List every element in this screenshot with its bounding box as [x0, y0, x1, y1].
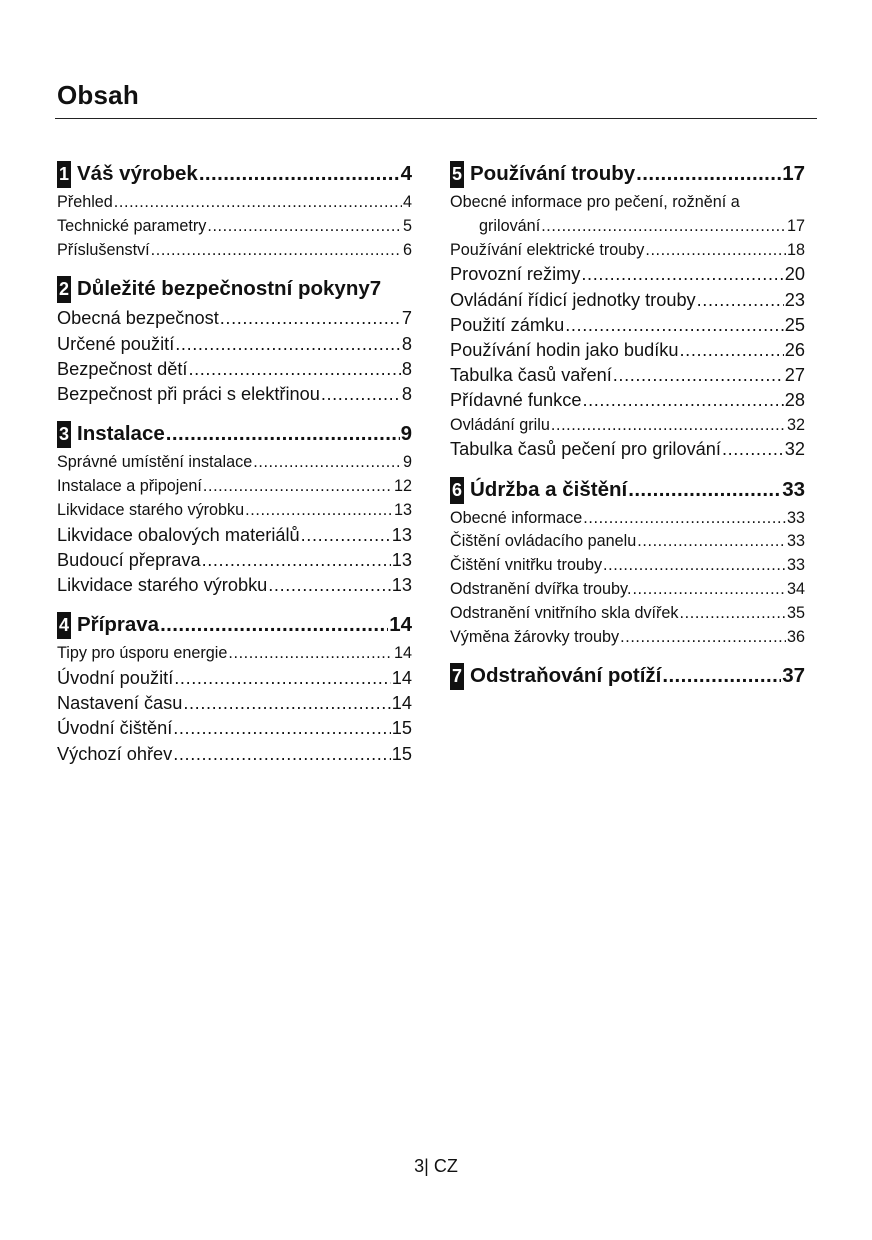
entry-label: Čištění vnitřku trouby — [450, 556, 603, 575]
dot-leader — [175, 332, 401, 357]
entry-page-number: 13 — [391, 524, 412, 545]
entry-label: Úvodní použití — [57, 668, 174, 688]
section-number-badge: 6 — [450, 477, 464, 504]
section-page-number: 4 — [400, 162, 412, 185]
entry-page-number: 18 — [786, 240, 805, 259]
section-page-number: 9 — [400, 422, 412, 446]
entry-page-number: 13 — [391, 575, 412, 595]
dot-leader — [637, 530, 786, 554]
toc-section-1 — [57, 160, 412, 262]
toc-entry[interactable] — [57, 573, 412, 598]
dot-leader — [565, 313, 784, 338]
entry-page-number: 8 — [401, 384, 412, 404]
entry-label: Určené použití — [57, 333, 175, 354]
toc-entry[interactable] — [450, 437, 805, 462]
toc-entry[interactable] — [57, 691, 412, 716]
entry-label: Likvidace starého výrobku — [57, 575, 268, 595]
title-divider — [55, 118, 817, 119]
dot-leader — [207, 215, 402, 239]
entry-label: Obecné informace — [450, 508, 583, 527]
toc-entry[interactable] — [450, 414, 805, 438]
dot-leader — [583, 507, 786, 531]
toc-section-7 — [450, 662, 805, 690]
entry-label: Přídavné funkce — [450, 390, 582, 411]
entry-label: Technické parametry — [57, 216, 207, 235]
section-title: Odstraňování potíží — [470, 664, 662, 688]
toc-entry[interactable] — [450, 530, 805, 554]
entry-page-number: 8 — [401, 333, 412, 354]
dot-leader — [551, 414, 786, 438]
toc-section-heading[interactable] — [450, 662, 805, 690]
entry-page-number: 33 — [786, 556, 805, 575]
toc-section-heading[interactable] — [450, 476, 805, 504]
toc-section-6 — [450, 476, 805, 650]
toc-entry[interactable] — [450, 626, 805, 650]
toc-entry[interactable] — [450, 363, 805, 388]
entry-label: Ovládání řídicí jednotky trouby — [450, 289, 696, 310]
dot-leader — [620, 626, 786, 650]
dot-leader — [114, 191, 402, 215]
entry-page-number: 17 — [786, 216, 805, 235]
toc-section-heading[interactable] — [57, 611, 412, 639]
entry-label: Tabulka časů pečení pro grilování — [450, 439, 721, 460]
entry-page-number: 28 — [784, 390, 805, 411]
entry-label: Bezpečnost dětí — [57, 358, 188, 379]
entry-page-number: 14 — [391, 693, 412, 714]
entry-label: Výměna žárovky trouby — [450, 627, 620, 646]
dot-leader — [603, 554, 786, 578]
entry-label: Použití zámku — [450, 314, 565, 335]
dot-leader — [228, 642, 393, 666]
entry-label: Čištění ovládacího panelu — [450, 532, 637, 551]
entry-label: Bezpečnost při práci s elektřinou — [57, 384, 320, 404]
entry-label: Výchozí ohřev — [57, 743, 173, 764]
toc-entry[interactable] — [450, 602, 805, 626]
entry-page-number: 15 — [391, 718, 412, 739]
entry-page-number: 13 — [393, 500, 412, 519]
entry-page-number: 13 — [391, 549, 412, 570]
entry-page-number: 33 — [786, 508, 805, 527]
entry-label: Odstranění vnitřního skla dvířek — [450, 603, 679, 622]
toc-entry[interactable] — [57, 666, 412, 691]
toc-entry[interactable] — [57, 499, 412, 523]
entry-label: Likvidace obalových materiálů — [57, 524, 300, 545]
dot-leader — [697, 288, 784, 313]
section-page-number: 17 — [782, 162, 805, 185]
section-page-number: 33 — [782, 477, 805, 501]
section-number-badge: 3 — [57, 421, 71, 448]
dot-leader — [203, 475, 393, 499]
entry-label: Obecná bezpečnost — [57, 308, 219, 329]
section-title: Instalace — [77, 422, 165, 446]
entry-page-number: 14 — [393, 644, 412, 663]
entry-label: Používání hodin jako budíku — [450, 340, 679, 360]
entry-label: Příslušenství — [57, 240, 150, 259]
toc-entry[interactable] — [450, 554, 805, 578]
entry-page-number: 5 — [402, 216, 412, 235]
entry-page-number: 9 — [402, 453, 412, 472]
dot-leader — [541, 215, 786, 239]
toc-section-heading[interactable] — [450, 160, 805, 188]
toc-entry[interactable] — [450, 191, 805, 215]
entry-page-number: 23 — [784, 289, 805, 310]
toc-left-column — [57, 160, 412, 780]
toc-entry[interactable] — [57, 523, 412, 548]
toc-entry[interactable] — [57, 239, 412, 263]
toc-section-heading[interactable] — [57, 420, 412, 448]
section-title: Údržba a čištění — [470, 477, 628, 501]
entry-label: Budoucí přeprava — [57, 549, 201, 570]
dot-leader — [632, 578, 786, 602]
toc-entry[interactable] — [57, 451, 412, 475]
entry-page-number: 25 — [784, 314, 805, 335]
toc-entry[interactable] — [57, 191, 412, 215]
dot-leader — [581, 262, 783, 287]
toc-section-heading[interactable] — [57, 160, 412, 188]
entry-page-number: 34 — [786, 580, 805, 598]
section-number-badge: 5 — [450, 161, 464, 188]
toc-entry[interactable] — [450, 215, 805, 239]
section-page-number: 7 — [369, 277, 382, 301]
entry-label: Tabulka časů vaření — [450, 365, 612, 386]
dot-leader — [173, 716, 391, 741]
dot-leader — [582, 388, 783, 413]
dot-leader — [268, 573, 390, 598]
dot-leader — [628, 476, 781, 504]
entry-page-number: 8 — [401, 358, 412, 379]
dot-leader — [160, 611, 388, 639]
entry-page-number: 32 — [784, 439, 805, 460]
section-number-badge: 4 — [57, 612, 71, 639]
entry-label: Úvodní čištění — [57, 718, 173, 739]
toc-section-2 — [57, 275, 412, 407]
toc-entry[interactable] — [57, 382, 412, 407]
entry-page-number: 32 — [786, 415, 805, 434]
dot-leader — [613, 363, 784, 388]
entry-page-number: 4 — [402, 193, 412, 211]
dot-leader — [166, 420, 400, 448]
dot-leader — [301, 523, 391, 548]
dot-leader — [199, 160, 400, 188]
toc-entry[interactable] — [450, 262, 805, 287]
section-title: Příprava — [77, 613, 160, 637]
section-number-badge: 1 — [57, 161, 71, 188]
toc-entry[interactable] — [57, 742, 412, 767]
entry-label: grilování — [479, 216, 541, 235]
entry-page-number: 12 — [393, 477, 412, 495]
entry-label: Nastavení času — [57, 693, 183, 714]
section-page-number: 37 — [782, 664, 805, 688]
toc-entry[interactable] — [57, 548, 412, 573]
toc-entry[interactable] — [450, 338, 805, 363]
entry-page-number: 14 — [391, 668, 412, 688]
toc-entry[interactable] — [57, 357, 412, 382]
entry-page-number: 35 — [786, 603, 805, 622]
toc-section-heading[interactable] — [57, 275, 412, 303]
dot-leader — [174, 666, 391, 691]
page-title: Obsah — [57, 80, 139, 110]
dot-leader — [220, 306, 401, 331]
dot-leader — [321, 382, 401, 407]
dot-leader — [722, 437, 784, 462]
dot-leader — [202, 548, 391, 573]
section-title: Váš výrobek — [77, 162, 198, 185]
entry-label: Obecné informace pro pečení, rožnění a — [450, 193, 740, 211]
entry-label: Používání elektrické trouby — [450, 240, 645, 259]
dot-leader — [173, 742, 391, 767]
section-number-badge: 7 — [450, 663, 464, 690]
entry-label: Správné umístění instalace — [57, 453, 253, 472]
section-title: Důležité bezpečnostní pokyny — [77, 277, 370, 301]
entry-label: Tipy pro úsporu energie — [57, 644, 228, 663]
entry-label: Přehled — [57, 193, 113, 211]
entry-page-number: 33 — [786, 532, 805, 551]
dot-leader — [245, 499, 393, 523]
toc-entry[interactable] — [450, 239, 805, 263]
toc-entry[interactable] — [57, 716, 412, 741]
toc-entry[interactable] — [450, 578, 805, 602]
dot-leader — [645, 239, 786, 263]
entry-page-number: 6 — [402, 240, 412, 259]
entry-label: Ovládání grilu — [450, 415, 550, 434]
dot-leader — [636, 160, 781, 188]
dot-leader — [183, 691, 390, 716]
entry-page-number: 26 — [784, 340, 805, 360]
dot-leader — [680, 602, 786, 626]
entry-label: Instalace a připojení — [57, 477, 202, 495]
toc-entry[interactable] — [450, 507, 805, 531]
section-title: Používání trouby — [470, 162, 636, 185]
toc-entry[interactable] — [450, 288, 805, 313]
entry-page-number: 36 — [786, 627, 805, 646]
toc-entry[interactable] — [57, 332, 412, 357]
page-footer: 3| CZ — [414, 1156, 458, 1176]
entry-page-number: 15 — [391, 743, 412, 764]
toc-entry[interactable] — [450, 388, 805, 413]
toc-right-column — [450, 160, 805, 703]
toc-section-3 — [57, 420, 412, 598]
dot-leader — [680, 338, 784, 363]
section-page-number: 14 — [389, 613, 412, 637]
dot-leader — [188, 357, 400, 382]
toc-section-5 — [450, 160, 805, 463]
entry-label: Provozní režimy — [450, 264, 581, 285]
dot-leader — [151, 239, 402, 263]
entry-label: Odstranění dvířka trouby. — [450, 580, 632, 598]
toc-section-4 — [57, 611, 412, 767]
toc-entry[interactable] — [57, 642, 412, 666]
section-number-badge: 2 — [57, 276, 71, 303]
toc-entry[interactable] — [57, 306, 412, 331]
entry-label: Likvidace starého výrobku — [57, 500, 245, 519]
toc-entry[interactable] — [57, 475, 412, 499]
toc-entry[interactable] — [450, 313, 805, 338]
dot-leader — [253, 451, 402, 475]
dot-leader — [662, 662, 781, 690]
entry-page-number: 20 — [784, 264, 805, 285]
entry-page-number: 7 — [401, 308, 412, 329]
toc-entry[interactable] — [57, 215, 412, 239]
entry-page-number: 27 — [784, 365, 805, 386]
